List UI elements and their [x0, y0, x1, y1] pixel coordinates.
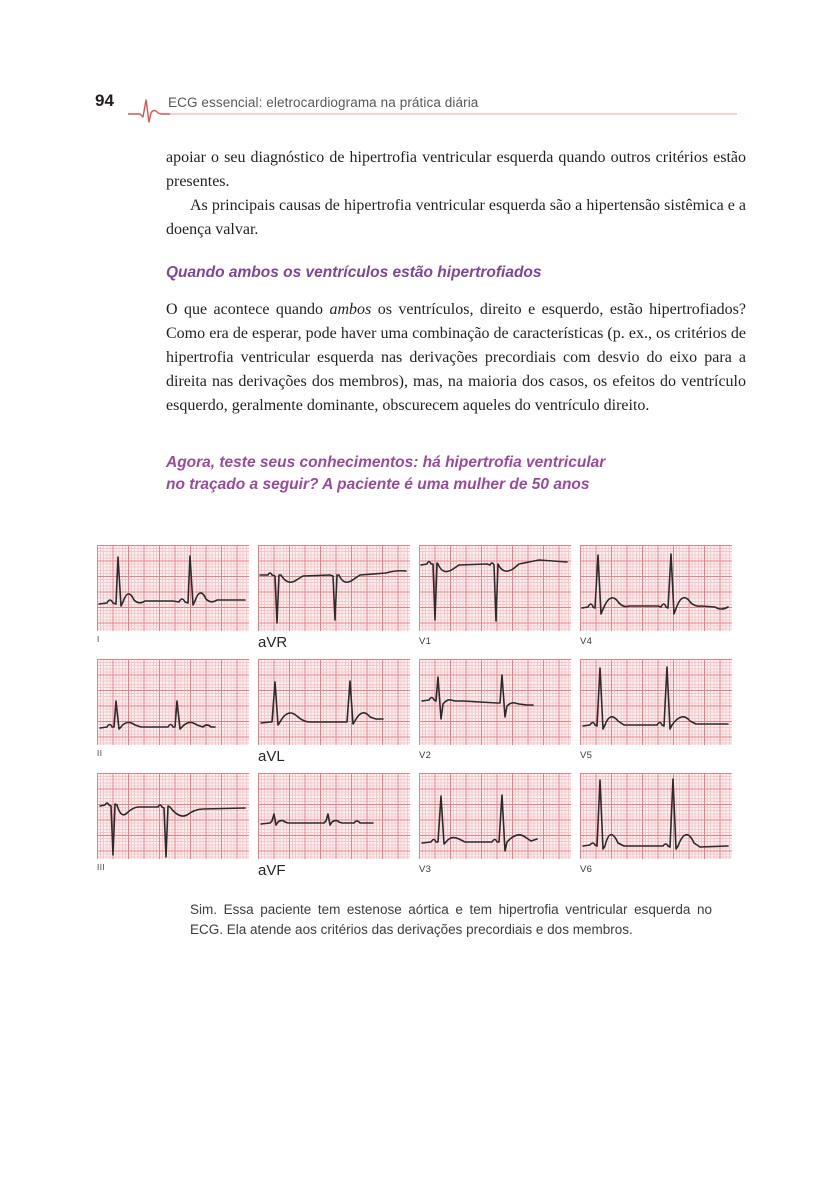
paragraph-1: apoiar o seu diagnóstico de hipertrofia ventricular esquerda quando outros critérios estão presentes. [166, 149, 746, 190]
ecg-trace [100, 701, 215, 729]
quiz-heading-line1: Agora, teste seus conhecimentos: há hipertrofia ventricular [166, 454, 606, 471]
lead-label: V3 [419, 864, 432, 875]
ecg-lead-III [97, 773, 249, 887]
ecg-lead-V5 [580, 659, 732, 773]
ecg-strip [419, 659, 571, 745]
ecg-strip [258, 545, 410, 631]
section-heading-hypertrophy: Quando ambos os ventrículos estão hipertrofiados [166, 264, 542, 281]
paragraph-2: As principais causas de hipertrofia ventricular esquerda são a hipertensão sistêmica e a doença valvar. [166, 197, 746, 238]
page-number: 94 [95, 91, 114, 110]
ecg-trace [422, 675, 533, 719]
lead-label: V4 [580, 636, 593, 647]
ecg-strip [580, 659, 732, 745]
ecg-strip [419, 773, 571, 859]
lead-label: V2 [419, 750, 432, 761]
lead-label: aVR [258, 634, 288, 651]
ecg-lead-V4 [580, 545, 732, 659]
lead-label: I [97, 635, 100, 644]
paragraph-3-text: os ventrículos, direito e esquerdo, estão hipertrofiados? Como era de esperar, pode haver uma combinação de características (p. ex., os critérios de hipertrofia ventricular esquerda nas derivações precordiais com desvio do eixo para a direita nas derivações dos membros), mas, na maioria dos casos, os efeitos do ventrículo esquerdo, geralmente dominante, obscurecem aqueles do ventrículo direito. [166, 301, 746, 414]
ecg-trace [582, 554, 728, 614]
ecg-trace [261, 814, 373, 825]
ecg-lead-I [97, 545, 249, 659]
quiz-heading [166, 452, 746, 496]
ecg-strip [580, 545, 732, 631]
ecg-trace [421, 560, 567, 621]
ecg-strip [97, 545, 249, 631]
ecg-strip [97, 659, 249, 745]
body-text [166, 146, 746, 496]
lead-label: V5 [580, 750, 593, 761]
lead-label: V1 [419, 636, 432, 647]
paragraph-3-emphasis: ambos [329, 301, 372, 318]
ecg-lead-V6 [580, 773, 732, 887]
ecg-strip [258, 773, 410, 859]
answer-caption: Sim. Essa paciente tem estenose aórtica e tem hipertrofia ventricular esquerda no ECG. Ela atende aos critérios das derivações precordiais e dos membros. [190, 902, 712, 937]
running-header-title: ECG essencial: eletrocardiograma na prática diária [168, 95, 479, 110]
lead-label: aVF [258, 862, 286, 879]
lead-label: II [97, 749, 103, 758]
ecg-lead-V1 [419, 545, 571, 659]
ecg-lead-aVL [258, 659, 410, 773]
ecg-strip [97, 773, 249, 859]
quiz-heading-line2: no traçado a seguir? A paciente é uma mulher de 50 anos [166, 476, 590, 493]
lead-label: III [97, 863, 106, 872]
ecg-trace [583, 779, 728, 849]
ecg-trace [100, 803, 245, 857]
ecg-lead-aVF [258, 773, 410, 887]
ecg-lead-V2 [419, 659, 571, 773]
ecg-strip [258, 659, 410, 745]
ecg-trace [260, 571, 406, 623]
ecg-12-lead-grid [97, 545, 732, 887]
ecg-lead-V3 [419, 773, 571, 887]
ecg-trace [261, 681, 383, 725]
paragraph-3 [166, 298, 746, 418]
ecg-trace [99, 556, 245, 606]
ecg-lead-aVR [258, 545, 410, 659]
ecg-lead-II [97, 659, 249, 773]
ecg-trace [583, 667, 728, 729]
paragraph-3-text: O que acontece quando [166, 301, 330, 318]
ecg-strip [580, 773, 732, 859]
lead-label: aVL [258, 748, 285, 765]
lead-label: V6 [580, 864, 593, 875]
ecg-strip [419, 545, 571, 631]
ecg-trace [422, 795, 537, 851]
